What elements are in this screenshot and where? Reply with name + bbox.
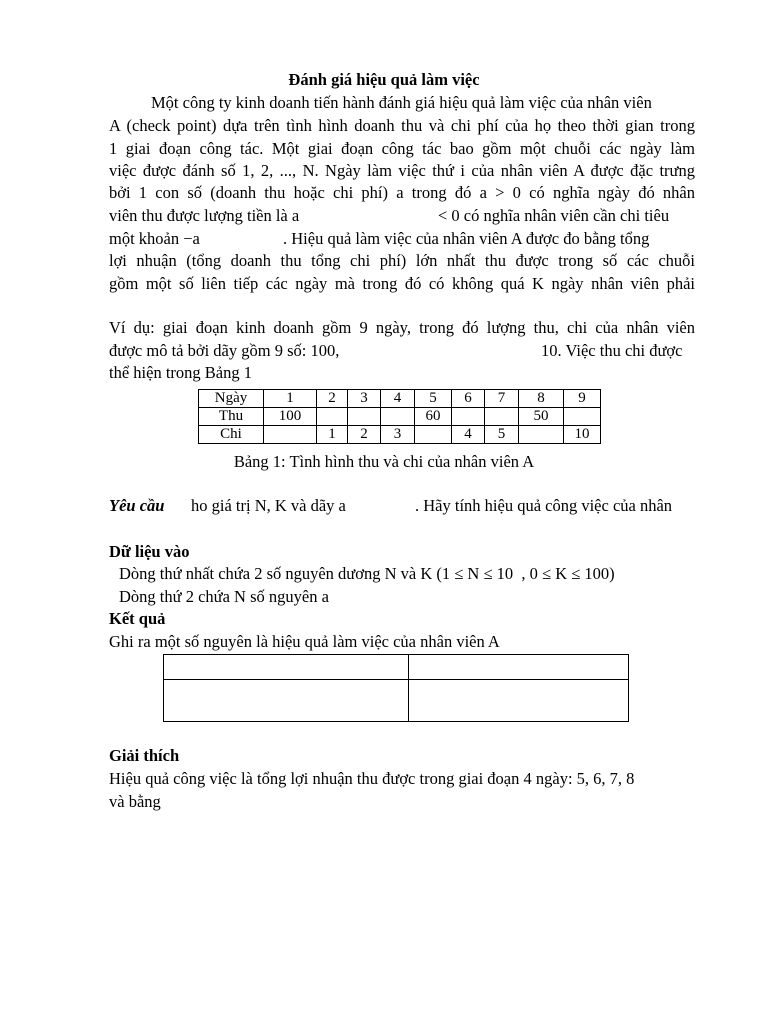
sample-io-divider (408, 655, 409, 721)
table-cell: 8 (519, 390, 564, 408)
explain-line-1: Hiệu quả công việc là tổng lợi nhuận thu được trong giai đoạn 4 ngày: 5, 6, 7, 8 (109, 769, 635, 788)
intro-line-7a: một khoản −a (109, 229, 200, 248)
intro-line-1: Một công ty kinh doanh tiến hành đánh giá hiệu quả làm việc của nhân viên (151, 93, 652, 112)
output-heading: Kết quả (109, 609, 166, 628)
intro-line-6b: < 0 có nghĩa nhân viên cần chi tiêu (438, 206, 670, 225)
intro-line-2: A (check point) dựa trên tình hình doanh thu và chi phí của họ theo thời gian trong (109, 116, 695, 135)
table-cell: 60 (415, 408, 452, 426)
explain-heading: Giải thích (109, 746, 180, 765)
table-cell (415, 426, 452, 444)
input-line-1: Dòng thứ nhất chứa 2 số nguyên dương N và K (1 ≤ N ≤ 10 , 0 ≤ K ≤ 100) (119, 564, 615, 583)
table-row-thu (199, 408, 601, 426)
table-cell (485, 408, 519, 426)
explain-line-2: và bằng (109, 792, 161, 811)
request-label: Yêu cầu (109, 496, 165, 515)
sample-io-divider (164, 679, 628, 680)
table-cell: 4 (452, 426, 485, 444)
table-cell: 10 (564, 426, 601, 444)
table-cell (519, 426, 564, 444)
table-row-label: Thu (199, 408, 264, 426)
request-text-b: . Hãy tính hiệu quả công việc của nhân (415, 496, 673, 515)
table-row-label: Chi (199, 426, 264, 444)
table-row-chi (199, 426, 601, 444)
intro-line-9: gồm một số liên tiếp các ngày mà trong đó có không quá K ngày nhân viên phải (109, 274, 695, 293)
table-cell: 3 (348, 390, 381, 408)
table-cell: 5 (415, 390, 452, 408)
table-cell (348, 408, 381, 426)
intro-line-7b: . Hiệu quả làm việc của nhân viên A được đo bằng tổng (283, 229, 650, 248)
table-cell: 3 (381, 426, 415, 444)
example-line-1: Ví dụ: giai đoạn kinh doanh gồm 9 ngày, trong đó lượng thu, chi của nhân viên (109, 318, 695, 337)
table-cell: 1 (264, 390, 317, 408)
table-cell: 2 (317, 390, 348, 408)
table-cell: 7 (485, 390, 519, 408)
example-line-2b: 10. Việc thu chi được (541, 341, 683, 360)
table-cell: 50 (519, 408, 564, 426)
intro-line-3: 1 giai đoạn công tác. Một giai đoạn công tác bao gồm một chuỗi các ngày làm (109, 139, 695, 158)
table-cell: 9 (564, 390, 601, 408)
intro-line-6a: viên thu được lượng tiền là a (109, 206, 300, 225)
table-cell: 1 (317, 426, 348, 444)
document-title: Đánh giá hiệu quả làm việc (288, 70, 480, 89)
example-line-3: thể hiện trong Bảng 1 (109, 363, 252, 382)
intro-line-4: việc được đánh số 1, 2, ..., N. Ngày làm việc thứ i của nhân viên A được đặc trưng (109, 161, 695, 180)
table-cell (264, 426, 317, 444)
table-cell: 6 (452, 390, 485, 408)
table-cell (317, 408, 348, 426)
income-expense-table (198, 389, 601, 444)
table-caption: Bảng 1: Tình hình thu và chi của nhân viên A (233, 452, 535, 471)
table-cell: 2 (348, 426, 381, 444)
table-cell (452, 408, 485, 426)
table-row-label: Ngày (199, 390, 264, 408)
table-cell (381, 408, 415, 426)
intro-line-5: bởi 1 con số (doanh thu hoặc chi phí) a trong đó a > 0 có nghĩa ngày đó nhân (109, 183, 695, 202)
table-row-days (199, 390, 601, 408)
table-cell (564, 408, 601, 426)
intro-line-8: lợi nhuận (tổng doanh thu tổng chi phí) lớn nhất thu được trong số các chuỗi (109, 251, 695, 270)
request-text-a: ho giá trị N, K và dãy a (191, 496, 346, 515)
table-cell: 5 (485, 426, 519, 444)
table-cell: 100 (264, 408, 317, 426)
table-cell: 4 (381, 390, 415, 408)
sample-io-table (163, 654, 629, 722)
input-line-2: Dòng thứ 2 chứa N số nguyên a (119, 587, 329, 606)
output-line-1: Ghi ra một số nguyên là hiệu quả làm việc của nhân viên A (109, 632, 500, 651)
input-heading: Dữ liệu vào (109, 542, 190, 561)
example-line-2a: được mô tả bởi dãy gồm 9 số: 100, (109, 341, 340, 360)
